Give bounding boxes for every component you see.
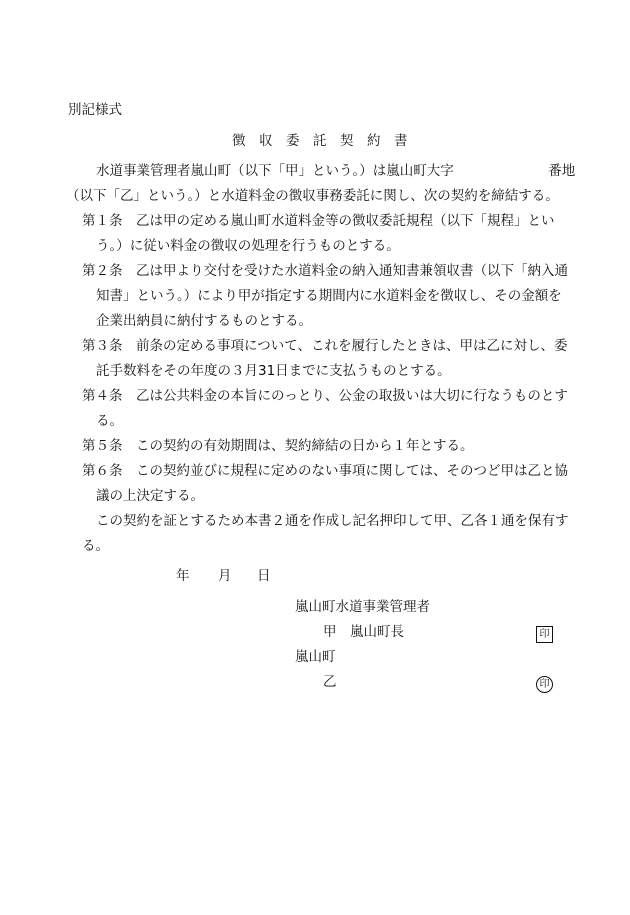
party-b-label: 乙 bbox=[323, 674, 337, 690]
closing-line-2: る。 bbox=[82, 538, 109, 554]
date-day: 日 bbox=[257, 568, 271, 584]
article-5-line-1: 第５条 この契約の有効期間は、契約締結の日から１年とする。 bbox=[82, 438, 474, 454]
seal-a-mark: 印 bbox=[536, 626, 553, 643]
seal-b-mark: 印 bbox=[536, 676, 553, 693]
article-2-line-1: 第２条 乙は甲より交付を受けた水道料金の納入通知書兼領収書（以下「納入通 bbox=[82, 263, 568, 279]
article-6-line-1: 第６条 この契約並びに規程に定めのない事項に関しては、そのつど甲は乙と協 bbox=[82, 463, 568, 479]
preamble-line-2: （以下「乙」という。）と水道料金の徴収事務委託に関し、次の契約を締結する。 bbox=[66, 188, 559, 204]
article-6-line-2: 議の上決定する。 bbox=[96, 488, 204, 504]
closing-line-1: この契約を証とするため本書２通を作成し記名押印して甲、乙各１通を保有す bbox=[96, 513, 569, 529]
article-2-line-2: 知書」という。）により甲が指定する期間内に水道料金を徴収し、その金額を bbox=[96, 288, 562, 304]
preamble-line-1: 水道事業管理者嵐山町（以下「甲」という。）は嵐山町大字 番地 bbox=[96, 163, 576, 179]
party-a-name: 嵐山町長 bbox=[350, 624, 404, 640]
date-month: 月 bbox=[218, 568, 232, 584]
article-3-line-1: 第３条 前条の定める事項について、これを履行したときは、甲は乙に対し、委 bbox=[82, 338, 568, 354]
party-a-organization: 嵐山町水道事業管理者 bbox=[295, 599, 430, 615]
article-3-line-2: 託手数料をその年度の３月31日までに支払うものとする。 bbox=[96, 363, 451, 379]
article-4-line-2: る。 bbox=[96, 413, 123, 429]
article-1-line-2: う。）に従い料金の徴収の処理を行うものとする。 bbox=[96, 238, 400, 254]
seal-a-icon bbox=[536, 624, 553, 643]
party-b-organization: 嵐山町 bbox=[295, 649, 336, 665]
document-title: 徴 収 委 託 契 約 書 bbox=[232, 133, 408, 149]
article-1-line-1: 第１条 乙は甲の定める嵐山町水道料金等の徴収委託規程（以下「規程」とい bbox=[82, 213, 555, 229]
party-a-label: 甲 bbox=[323, 624, 337, 640]
date-year: 年 bbox=[176, 568, 190, 584]
seal-b-icon bbox=[536, 674, 553, 693]
article-4-line-1: 第４条 乙は公共料金の本旨にのっとり、公金の取扱いは大切に行なうものとす bbox=[82, 388, 568, 404]
form-header: 別記様式 bbox=[68, 102, 122, 118]
article-2-line-3: 企業出納員に納付するものとする。 bbox=[96, 313, 312, 329]
